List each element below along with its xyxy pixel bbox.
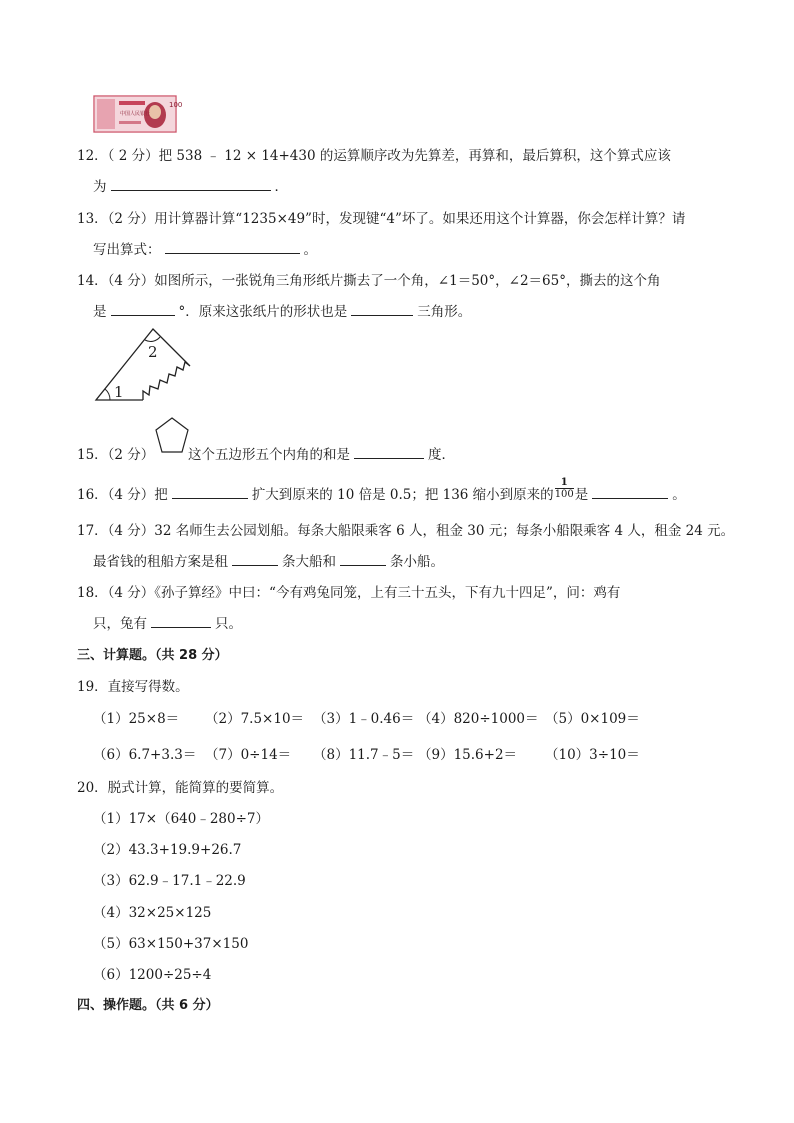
question-13-line1: 13．（2 分）用计算器计算“1235×49”时，发现键“4”坏了。如果还用这个计算器，你会怎样计算？请: [77, 211, 686, 227]
q19-row2-item5: （10）3÷10＝: [545, 747, 640, 763]
question-15: [77, 443, 154, 463]
q19-row1-item5: （5）0×109＝: [545, 711, 640, 727]
q15-text: 这个五边形五个内角的和是: [188, 447, 350, 463]
question-12-line2: [93, 175, 288, 195]
q14-suffix: 三角形。: [417, 304, 472, 320]
q19-row2-item2: （7）0÷14＝: [205, 747, 292, 763]
q20-item-3: （3）62.9﹣17.1﹣22.9: [93, 873, 246, 889]
question-12-line1: 12．（ 2 分）把 538 ﹣ 12 × 14+430 的运算顺序改为先算差，再算和，最后算积，这个算式应该: [77, 148, 671, 164]
q20-item-6: （6）1200÷25÷4: [93, 967, 212, 983]
question-17-line2: [93, 550, 444, 570]
question-18-line2: [93, 612, 242, 632]
q18-suffix: 只。: [215, 616, 242, 632]
answer-blank-18[interactable]: [151, 613, 211, 628]
q19-row1-item3: （3）1﹣0.46＝: [313, 711, 415, 727]
q17-prefix: 最省钱的租船方案是租: [93, 554, 228, 570]
q16-after-frac: 是: [574, 487, 589, 503]
answer-blank-17a[interactable]: [232, 551, 278, 566]
q19-row1-item4: （4）820÷1000＝: [418, 711, 539, 727]
angle-2-label: 2: [148, 343, 158, 361]
q14-mid: °．原来这张纸片的形状也是: [178, 304, 348, 320]
q19-row1-item1: （1）25×8＝: [93, 711, 180, 727]
q12-suffix: ．: [274, 179, 288, 195]
answer-blank-12[interactable]: [111, 176, 271, 191]
question-15-text: [188, 443, 455, 463]
banknote-denomination: 100: [169, 101, 183, 109]
q16-suffix: 。: [672, 487, 686, 503]
q13-prefix: 写出算式：: [93, 242, 161, 258]
q20-item-1: （1）17×（640﹣280÷7）: [93, 811, 270, 827]
q15-suffix: 度．: [428, 447, 455, 463]
q12-prefix: 为: [93, 179, 107, 195]
q19-row2-item1: （6）6.7+3.3＝: [93, 747, 197, 763]
q20-item-5: （5）63×150+37×150: [93, 936, 249, 952]
fraction-one-hundredth: [555, 477, 574, 500]
question-19-title: 19．直接写得数。: [77, 679, 189, 695]
banknote-image: [93, 95, 183, 133]
q19-row2-item3: （8）11.7﹣5＝: [313, 747, 415, 763]
question-13-line2: [93, 238, 317, 258]
q16-mid: 扩大到原来的 10 倍是 0.5；把 136 缩小到原来的: [251, 487, 554, 503]
answer-blank-14b[interactable]: [351, 301, 413, 316]
fraction-numerator: 1: [555, 477, 574, 489]
question-18-line1: 18．（4 分）《孙子算经》中曰：“今有鸡兔同笼，上有三十五头，下有九十四足”，问：鸡有: [77, 585, 621, 601]
q16-prefix: 16．（4 分）把: [77, 487, 168, 503]
q20-item-2: （2）43.3+19.9+26.7: [93, 842, 242, 858]
question-20-title: 20．脱式计算，能简算的要简算。: [77, 780, 284, 796]
q17-suffix: 条小船。: [390, 554, 444, 570]
answer-blank-16a[interactable]: [172, 484, 248, 499]
answer-blank-15[interactable]: [354, 444, 424, 459]
question-17-line1: 17．（4 分）32 名师生去公园划船。每条大船限乘客 6 人，租金 30 元；每条小船限乘客 4 人，租金 24 元。: [77, 523, 735, 539]
q18-prefix: 只，兔有: [93, 616, 147, 632]
q20-item-4: （4）32×25×125: [93, 905, 212, 921]
q17-mid: 条大船和: [282, 554, 336, 570]
question-14-line2: [93, 300, 471, 320]
fraction-denominator: 100: [554, 489, 574, 500]
answer-blank-13[interactable]: [165, 239, 300, 254]
q15-prefix: 15．（2 分）: [77, 447, 155, 463]
section-3-heading: 三、计算题。（共 28 分）: [77, 648, 228, 663]
answer-blank-14a[interactable]: [111, 301, 175, 316]
q19-row2-item4: （9）15.6+2＝: [418, 747, 518, 763]
answer-blank-16b[interactable]: [592, 484, 668, 499]
question-14-line1: 14．（4 分）如图所示，一张锐角三角形纸片撕去了一个角，∠1＝50°，∠2＝65°，撕去的这个角: [77, 273, 661, 289]
question-16: [77, 477, 686, 503]
pentagon-figure: [154, 416, 190, 456]
section-4-heading: 四、操作题。（共 6 分）: [77, 998, 219, 1013]
q19-row1-item2: （2）7.5×10＝: [205, 711, 305, 727]
banknote-bank-name: 中国人民银行: [120, 111, 151, 117]
torn-triangle-figure: [93, 325, 198, 405]
q14-prefix: 是: [93, 304, 107, 320]
angle-1-label: 1: [114, 383, 124, 401]
answer-blank-17b[interactable]: [340, 551, 386, 566]
q13-suffix: 。: [303, 242, 317, 258]
